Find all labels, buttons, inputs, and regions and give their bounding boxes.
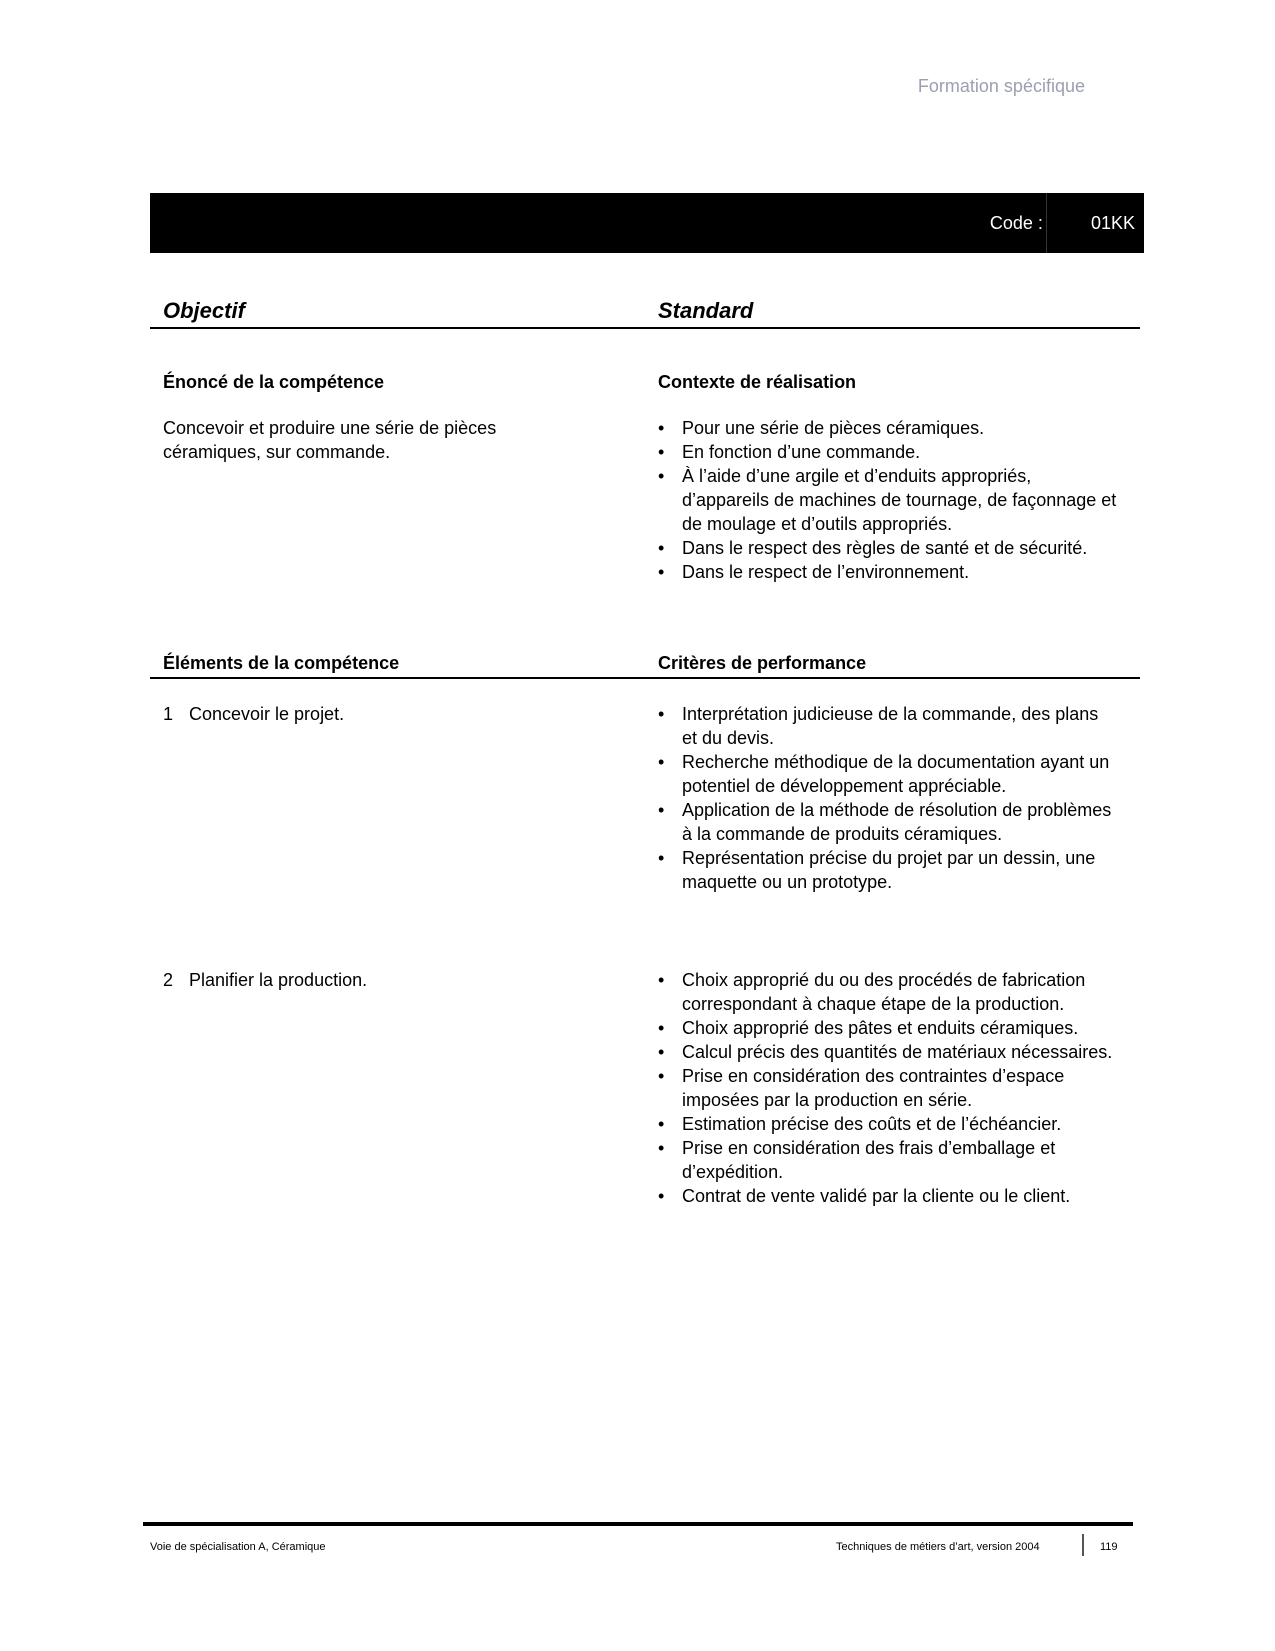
list-item: • Application de la méthode de résolution de problèmes à la commande de produits céramiques.: [658, 798, 1118, 846]
element-1-text: Concevoir le projet.: [189, 704, 345, 724]
list-item: • Calcul précis des quantités de matériaux nécessaires.: [658, 1040, 1118, 1064]
code-label: Code :: [989, 213, 1043, 233]
list-item: • Recherche méthodique de la documentation ayant un potentiel de développement appréciable.: [658, 750, 1118, 798]
footer-divider: [143, 1522, 1133, 1526]
contexte-list: [658, 416, 1118, 584]
competence-title: Énoncé de la compétence: [163, 372, 385, 392]
list-item: • Estimation précise des coûts et de l’échéancier.: [658, 1112, 1118, 1136]
footer-left: Voie de spécialisation A, Céramique: [150, 1541, 326, 1553]
list-item: • Pour une série de pièces céramiques.: [658, 416, 1118, 440]
list-item: • Prise en considération des contraintes d’espace imposées par la production en série.: [658, 1064, 1118, 1112]
list-item: • Contrat de vente validé par la cliente ou le client.: [658, 1184, 1118, 1208]
header-label: Formation spécifique: [917, 76, 1085, 96]
objectif-title: Objectif: [163, 298, 245, 323]
element-2-number: 2: [163, 970, 174, 990]
list-item: • Interprétation judicieuse de la commande, des plans et du devis.: [658, 702, 1118, 750]
element-2-criteria: [658, 968, 1118, 1208]
list-item: • Choix approprié des pâtes et enduits céramiques.: [658, 1016, 1118, 1040]
element-2-text: Planifier la production.: [189, 970, 368, 990]
list-item: • En fonction d’une commande.: [658, 440, 1118, 464]
competence-text: Concevoir et produire une série de pièces céramiques, sur commande.: [163, 418, 497, 462]
list-item: • Choix approprié du ou des procédés de fabrication correspondant à chaque étape de la production.: [658, 968, 1118, 1016]
footer-right: Techniques de métiers d’art, version 2004: [836, 1541, 1040, 1553]
contexte-title: Contexte de réalisation: [658, 372, 857, 392]
list-item: • Prise en considération des frais d’emballage et d’expédition.: [658, 1136, 1118, 1184]
list-item: • Dans le respect de l’environnement.: [658, 560, 1118, 584]
divider-top: [150, 327, 1140, 329]
code-value: 01KK: [1090, 213, 1135, 233]
criteres-title: Critères de performance: [658, 653, 867, 673]
list-item: • À l’aide d’une argile et d’enduits appropriés, d’appareils de machines de tournage, de façonnage et de moulage et d’outils appropriés.: [658, 464, 1118, 536]
footer-separator: [1082, 1534, 1084, 1556]
standard-title: Standard: [658, 298, 754, 323]
element-1-number: 1: [163, 704, 174, 724]
list-item: • Dans le respect des règles de santé et de sécurité.: [658, 536, 1118, 560]
element-1: [163, 702, 633, 726]
element-2: [163, 968, 633, 992]
divider-middle: [150, 677, 1140, 679]
list-item: • Représentation précise du projet par un dessin, une maquette ou un prototype.: [658, 846, 1118, 894]
page-number: 119: [1100, 1541, 1118, 1553]
code-box: [990, 213, 1135, 234]
elements-title: Éléments de la compétence: [163, 653, 400, 673]
element-1-criteria: [658, 702, 1118, 894]
